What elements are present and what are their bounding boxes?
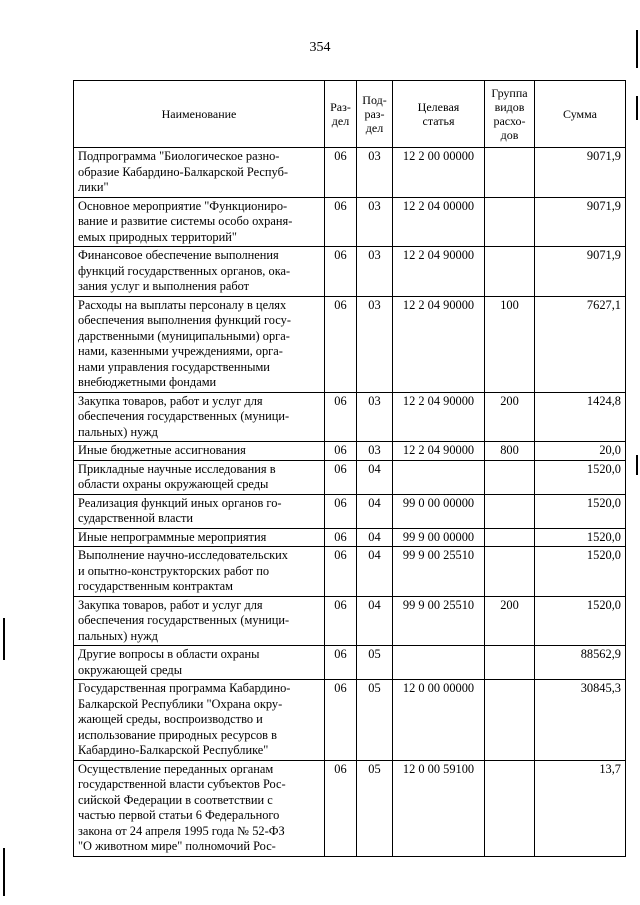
cell-podrazdel: 04 [357,547,393,597]
cell-razdel: 06 [325,460,357,494]
cell-gruppa-vidov: 200 [485,392,535,442]
cell-summa: 9071,9 [535,148,626,198]
table-row [74,494,626,528]
table-row [74,547,626,597]
cell-gruppa-vidov [485,760,535,856]
table-row [74,197,626,247]
cell-gruppa-vidov: 800 [485,442,535,461]
cell-celevaya-statya: 99 9 00 25510 [393,547,485,597]
cell-name: Финансовое обеспечение выполнения функций государственных органов, ока- зания услуг и выполнения работ [74,247,325,297]
cell-gruppa-vidov: 200 [485,596,535,646]
table-header-row [74,81,626,148]
cell-razdel: 06 [325,760,357,856]
cell-summa: 1520,0 [535,494,626,528]
cell-podrazdel: 05 [357,760,393,856]
cell-name: Реализация функций иных органов го- сударственной власти [74,494,325,528]
cell-podrazdel: 03 [357,442,393,461]
cell-gruppa-vidov [485,494,535,528]
scan-mark-left-bottom [3,848,5,896]
cell-razdel: 06 [325,392,357,442]
cell-celevaya-statya: 99 9 00 25510 [393,596,485,646]
cell-celevaya-statya: 12 0 00 00000 [393,680,485,761]
table-row [74,460,626,494]
cell-summa: 1520,0 [535,547,626,597]
cell-name: Основное мероприятие "Функциониро- вание и развитие системы особо охраня- емых природных территорий" [74,197,325,247]
cell-gruppa-vidov: 100 [485,296,535,392]
cell-summa: 1424,8 [535,392,626,442]
cell-podrazdel: 04 [357,494,393,528]
table-row [74,760,626,856]
cell-summa: 7627,1 [535,296,626,392]
cell-razdel: 06 [325,494,357,528]
cell-name: Подпрограмма "Биологическое разно- образие Кабардино-Балкарской Респуб- лики" [74,148,325,198]
cell-celevaya-statya: 99 9 00 00000 [393,528,485,547]
budget-table [73,80,626,857]
cell-celevaya-statya [393,460,485,494]
cell-summa: 88562,9 [535,646,626,680]
header-razdel: Раз- дел [325,81,357,148]
cell-razdel: 06 [325,197,357,247]
scan-mark-right-lower [636,455,638,475]
cell-gruppa-vidov [485,646,535,680]
cell-razdel: 06 [325,442,357,461]
cell-podrazdel: 05 [357,680,393,761]
cell-summa: 1520,0 [535,596,626,646]
table-row [74,528,626,547]
cell-name: Прикладные научные исследования в области охраны окружающей среды [74,460,325,494]
header-celevaya-statya: Целевая статья [393,81,485,148]
header-gruppa-vidov-rashodov: Группа видов расхо- дов [485,81,535,148]
cell-name: Иные непрограммные мероприятия [74,528,325,547]
cell-razdel: 06 [325,296,357,392]
scan-mark-left-middle [3,618,5,660]
cell-podrazdel: 03 [357,296,393,392]
cell-podrazdel: 03 [357,392,393,442]
cell-gruppa-vidov [485,680,535,761]
table-row [74,596,626,646]
cell-razdel: 06 [325,646,357,680]
cell-name: Расходы на выплаты персоналу в целях обеспечения выполнения функций госу- дарственными (муниципальными) орга- нами, казенными учреждениями, орга- нами управления государственными внебюджетными фондами [74,296,325,392]
page-number: 354 [309,40,331,55]
cell-celevaya-statya: 12 2 04 90000 [393,442,485,461]
cell-gruppa-vidov [485,197,535,247]
cell-celevaya-statya [393,646,485,680]
cell-gruppa-vidov [485,547,535,597]
cell-name: Другие вопросы в области охраны окружающей среды [74,646,325,680]
cell-podrazdel: 04 [357,596,393,646]
header-summa: Сумма [535,81,626,148]
cell-razdel: 06 [325,528,357,547]
table-row [74,296,626,392]
cell-razdel: 06 [325,596,357,646]
cell-gruppa-vidov [485,148,535,198]
scan-mark-top-right [636,30,638,68]
cell-summa: 1520,0 [535,528,626,547]
cell-celevaya-statya: 12 2 04 90000 [393,296,485,392]
cell-celevaya-statya: 12 2 04 90000 [393,392,485,442]
cell-gruppa-vidov [485,460,535,494]
table-row [74,646,626,680]
table-row [74,392,626,442]
cell-summa: 30845,3 [535,680,626,761]
cell-name: Государственная программа Кабардино- Балкарской Республики "Охрана окру- жающей среды, воспроизводство и использование природных ресурсов в Кабардино-Балкарской Республике" [74,680,325,761]
cell-summa: 20,0 [535,442,626,461]
cell-summa: 9071,9 [535,197,626,247]
cell-summa: 1520,0 [535,460,626,494]
cell-razdel: 06 [325,247,357,297]
cell-celevaya-statya: 12 2 04 90000 [393,247,485,297]
cell-name: Закупка товаров, работ и услуг для обеспечения государственных (муници- пальных) нужд [74,392,325,442]
cell-razdel: 06 [325,680,357,761]
header-podrazdel: Под- раз- дел [357,81,393,148]
cell-name: Закупка товаров, работ и услуг для обеспечения государственных (муници- пальных) нужд [74,596,325,646]
cell-podrazdel: 04 [357,528,393,547]
cell-podrazdel: 03 [357,148,393,198]
cell-gruppa-vidov [485,528,535,547]
cell-summa: 9071,9 [535,247,626,297]
cell-celevaya-statya: 12 2 00 00000 [393,148,485,198]
cell-podrazdel: 03 [357,197,393,247]
scan-mark-right-upper [636,96,638,120]
cell-name: Осуществление переданных органам государственной власти субъектов Рос- сийской Федерации в соответствии с частью первой статьи 6 Федерального закона от 24 апреля 1995 года № 52-ФЗ "О животном мире" полномочий Рос- [74,760,325,856]
cell-podrazdel: 04 [357,460,393,494]
table-row [74,148,626,198]
cell-name: Выполнение научно-исследовательских и опытно-конструкторских работ по государственным контрактам [74,547,325,597]
cell-celevaya-statya: 99 0 00 00000 [393,494,485,528]
table-row [74,442,626,461]
cell-celevaya-statya: 12 2 04 00000 [393,197,485,247]
cell-summa: 13,7 [535,760,626,856]
cell-podrazdel: 05 [357,646,393,680]
table-row [74,680,626,761]
cell-podrazdel: 03 [357,247,393,297]
cell-razdel: 06 [325,148,357,198]
cell-gruppa-vidov [485,247,535,297]
cell-celevaya-statya: 12 0 00 59100 [393,760,485,856]
table-body [74,148,626,857]
header-name: Наименование [74,81,325,148]
table-row [74,247,626,297]
cell-razdel: 06 [325,547,357,597]
cell-name: Иные бюджетные ассигнования [74,442,325,461]
